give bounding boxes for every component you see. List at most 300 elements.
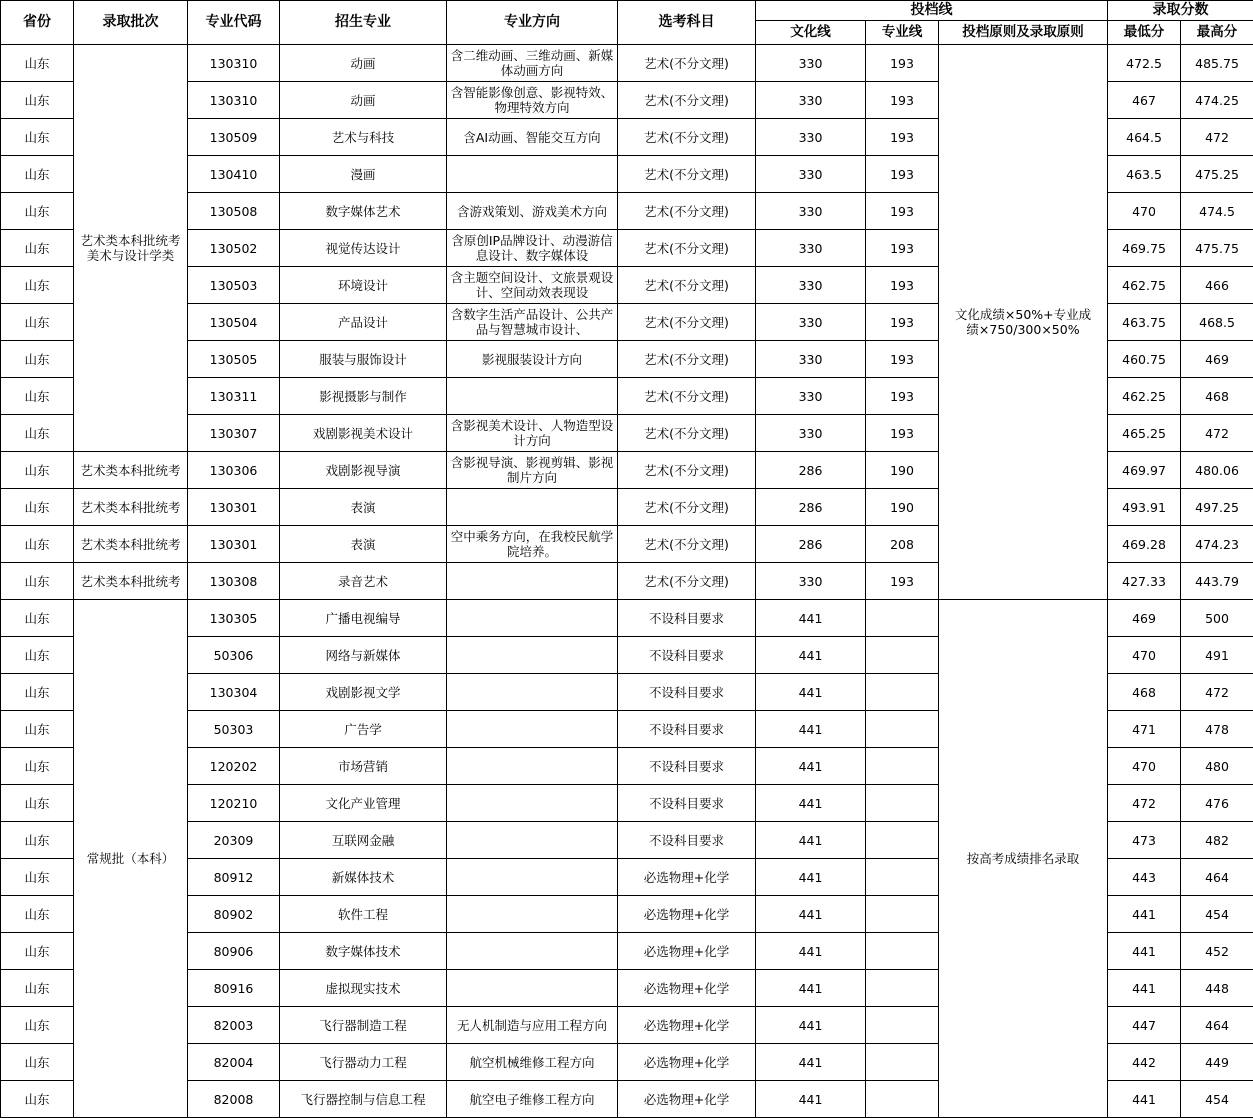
major-cell-text: 数字媒体技术 <box>325 943 401 959</box>
province-cell-text: 山东 <box>24 351 50 367</box>
culture-line-cell <box>756 637 866 674</box>
code-cell-text: 130311 <box>209 388 258 404</box>
culture-line-cell <box>756 82 866 119</box>
subjects-cell <box>618 45 756 82</box>
subjects-cell-text: 艺术(不分文理) <box>644 92 729 108</box>
min-score-cell <box>1108 637 1181 674</box>
major-line-cell <box>866 526 939 563</box>
culture-line-cell <box>756 193 866 230</box>
culture-line-cell <box>756 119 866 156</box>
min-score-cell <box>1108 378 1181 415</box>
min-score-cell <box>1108 748 1181 785</box>
max-score-cell <box>1181 82 1253 119</box>
province-cell-text: 山东 <box>24 610 50 626</box>
culture-line-cell-text: 441 <box>798 1017 823 1033</box>
major-cell <box>280 600 447 637</box>
major-cell <box>280 1007 447 1044</box>
major-line-cell-text: 193 <box>890 351 914 367</box>
subjects-cell-text: 艺术(不分文理) <box>644 129 729 145</box>
culture-line-cell <box>756 785 866 822</box>
subjects-cell <box>618 230 756 267</box>
min-score-cell-text: 442 <box>1132 1054 1156 1070</box>
major-line-cell <box>866 267 939 304</box>
major-cell-text: 文化产业管理 <box>325 795 401 811</box>
direction-cell-text: 含影视美术设计、人物造型设计方向 <box>450 418 614 448</box>
culture-line-cell-text: 330 <box>798 277 823 293</box>
max-score-cell-text: 472 <box>1205 129 1229 145</box>
code-cell <box>188 119 280 156</box>
max-score-cell-text: 443.79 <box>1195 573 1239 589</box>
subjects-cell <box>618 415 756 452</box>
major-line-cell <box>866 637 939 674</box>
direction-cell-text: 空中乘务方向，在我校民航学院培养。 <box>450 529 614 559</box>
min-score-cell <box>1108 82 1181 119</box>
code-cell-text: 80916 <box>213 980 254 996</box>
min-score-cell <box>1108 1007 1181 1044</box>
code-cell-text: 130509 <box>209 129 258 145</box>
culture-line-cell <box>756 563 866 600</box>
subjects-cell-text: 必选物理+化学 <box>643 906 730 922</box>
culture-line-cell <box>756 896 866 933</box>
direction-cell-text: 航空机械维修工程方向 <box>469 1054 595 1070</box>
culture-line-cell <box>756 267 866 304</box>
header-subjects: 选考科目 <box>618 1 756 45</box>
min-score-cell-text: 470 <box>1132 647 1156 663</box>
major-line-cell <box>866 711 939 748</box>
code-cell <box>188 859 280 896</box>
max-score-cell <box>1181 600 1253 637</box>
culture-line-cell <box>756 304 866 341</box>
province-cell-text: 山东 <box>24 129 50 145</box>
major-cell-text: 飞行器制造工程 <box>319 1017 407 1033</box>
subjects-cell-text: 艺术(不分文理) <box>644 277 729 293</box>
province-cell <box>1 156 74 193</box>
header-province: 省份 <box>1 1 74 45</box>
max-score-cell-text: 454 <box>1205 1091 1229 1107</box>
principle-cell-text: 文化成绩×50%+专业成绩×750/300×50% <box>954 307 1092 337</box>
code-cell-text: 80912 <box>213 869 254 885</box>
direction-cell <box>447 711 618 748</box>
culture-line-cell <box>756 489 866 526</box>
max-score-cell-text: 472 <box>1205 684 1229 700</box>
max-score-cell <box>1181 1081 1253 1118</box>
major-cell-text: 数字媒体艺术 <box>325 203 401 219</box>
header-major: 招生专业 <box>280 1 447 45</box>
max-score-cell <box>1181 896 1253 933</box>
max-score-cell-text: 454 <box>1205 906 1229 922</box>
max-score-cell <box>1181 526 1253 563</box>
culture-line-cell <box>756 378 866 415</box>
min-score-cell <box>1108 119 1181 156</box>
batch-cell-text: 艺术类本科批统考 <box>80 573 181 589</box>
direction-cell <box>447 822 618 859</box>
major-cell-text: 虚拟现实技术 <box>325 980 401 996</box>
min-score-cell <box>1108 711 1181 748</box>
code-cell-text: 130503 <box>209 277 258 293</box>
direction-cell <box>447 452 618 489</box>
code-cell <box>188 896 280 933</box>
code-cell <box>188 1007 280 1044</box>
subjects-cell-text: 不设科目要求 <box>648 832 724 848</box>
direction-cell <box>447 230 618 267</box>
major-line-cell-text: 193 <box>890 314 914 330</box>
code-cell <box>188 82 280 119</box>
code-cell <box>188 45 280 82</box>
direction-cell <box>447 1081 618 1118</box>
max-score-cell <box>1181 193 1253 230</box>
header-direction: 专业方向 <box>447 1 618 45</box>
province-cell <box>1 896 74 933</box>
province-cell <box>1 1081 74 1118</box>
culture-line-cell <box>756 156 866 193</box>
subjects-cell-text: 艺术(不分文理) <box>644 240 729 256</box>
min-score-cell <box>1108 156 1181 193</box>
max-score-cell-text: 480.06 <box>1195 462 1239 478</box>
max-score-cell <box>1181 785 1253 822</box>
code-cell <box>188 933 280 970</box>
subjects-cell <box>618 563 756 600</box>
min-score-cell-text: 470 <box>1132 758 1156 774</box>
major-line-cell <box>866 415 939 452</box>
subjects-cell-text: 不设科目要求 <box>648 721 724 737</box>
culture-line-cell-text: 330 <box>798 240 823 256</box>
major-line-cell-text: 193 <box>890 240 914 256</box>
max-score-cell <box>1181 119 1253 156</box>
subjects-cell <box>618 637 756 674</box>
code-cell <box>188 1044 280 1081</box>
code-cell-text: 120202 <box>209 758 258 774</box>
province-cell <box>1 933 74 970</box>
code-cell <box>188 748 280 785</box>
subjects-cell-text: 艺术(不分文理) <box>644 166 729 182</box>
batch-cell-text: 艺术类本科批统考 <box>80 462 181 478</box>
code-cell <box>188 526 280 563</box>
subjects-cell <box>618 304 756 341</box>
major-cell <box>280 489 447 526</box>
code-cell <box>188 378 280 415</box>
code-cell-text: 130310 <box>209 92 258 108</box>
batch-cell-text: 艺术类本科批统考 美术与设计学类 <box>80 233 181 263</box>
code-cell <box>188 341 280 378</box>
direction-cell-text: 含原创IP品牌设计、动漫游信息设计、数字媒体设 <box>451 233 613 263</box>
max-score-cell-text: 476 <box>1205 795 1229 811</box>
table-body <box>1 45 1253 1118</box>
direction-cell <box>447 119 618 156</box>
province-cell <box>1 859 74 896</box>
subjects-cell-text: 艺术(不分文理) <box>644 536 729 552</box>
subjects-cell <box>618 1044 756 1081</box>
subjects-cell <box>618 193 756 230</box>
min-score-cell-text: 441 <box>1132 906 1156 922</box>
province-cell <box>1 489 74 526</box>
subjects-cell-text: 艺术(不分文理) <box>644 425 729 441</box>
max-score-cell <box>1181 230 1253 267</box>
major-cell-text: 网络与新媒体 <box>325 647 401 663</box>
direction-cell <box>447 1007 618 1044</box>
culture-line-cell <box>756 341 866 378</box>
min-score-cell-text: 468 <box>1132 684 1156 700</box>
max-score-cell <box>1181 1007 1253 1044</box>
direction-cell <box>447 82 618 119</box>
subjects-cell-text: 艺术(不分文理) <box>644 351 729 367</box>
subjects-cell <box>618 896 756 933</box>
subjects-cell <box>618 1007 756 1044</box>
province-cell <box>1 563 74 600</box>
major-cell-text: 市场营销 <box>337 758 388 774</box>
min-score-cell <box>1108 1081 1181 1118</box>
province-cell <box>1 452 74 489</box>
min-score-cell-text: 467 <box>1132 92 1156 108</box>
culture-line-cell <box>756 415 866 452</box>
subjects-cell-text: 必选物理+化学 <box>643 980 730 996</box>
culture-line-cell-text: 330 <box>798 573 823 589</box>
code-cell-text: 130307 <box>209 425 258 441</box>
code-cell <box>188 785 280 822</box>
subjects-cell-text: 必选物理+化学 <box>643 1017 730 1033</box>
major-line-cell <box>866 489 939 526</box>
min-score-cell <box>1108 526 1181 563</box>
min-score-cell-text: 427.33 <box>1122 573 1166 589</box>
max-score-cell <box>1181 711 1253 748</box>
direction-cell-text: 影视服装设计方向 <box>481 351 582 367</box>
direction-cell <box>447 970 618 1007</box>
subjects-cell-text: 必选物理+化学 <box>643 1054 730 1070</box>
direction-cell <box>447 600 618 637</box>
major-line-cell-text: 190 <box>890 499 914 515</box>
culture-line-cell <box>756 600 866 637</box>
code-cell <box>188 711 280 748</box>
culture-line-cell-text: 330 <box>798 203 823 219</box>
subjects-cell-text: 不设科目要求 <box>648 647 724 663</box>
major-cell-text: 戏剧影视导演 <box>325 462 401 478</box>
major-cell-text: 艺术与科技 <box>331 129 395 145</box>
province-cell-text: 山东 <box>24 906 50 922</box>
code-cell-text: 50306 <box>213 647 254 663</box>
culture-line-cell <box>756 1007 866 1044</box>
max-score-cell <box>1181 859 1253 896</box>
culture-line-cell <box>756 822 866 859</box>
max-score-cell-text: 482 <box>1205 832 1229 848</box>
major-line-cell-text: 193 <box>890 92 914 108</box>
major-line-cell <box>866 785 939 822</box>
culture-line-cell-text: 330 <box>798 55 823 71</box>
header-code: 专业代码 <box>188 1 280 45</box>
min-score-cell-text: 493.91 <box>1122 499 1166 515</box>
min-score-cell <box>1108 489 1181 526</box>
batch-cell <box>74 526 188 563</box>
code-cell <box>188 267 280 304</box>
max-score-cell <box>1181 378 1253 415</box>
major-cell-text: 飞行器动力工程 <box>319 1054 407 1070</box>
province-cell <box>1 785 74 822</box>
batch-cell <box>74 452 188 489</box>
direction-cell-text: 含主题空间设计、文旅景观设计、空间动效表现设 <box>450 270 614 300</box>
code-cell <box>188 156 280 193</box>
max-score-cell <box>1181 452 1253 489</box>
subjects-cell-text: 不设科目要求 <box>648 684 724 700</box>
code-cell-text: 130305 <box>209 610 258 626</box>
min-score-cell-text: 470 <box>1132 203 1156 219</box>
subjects-cell <box>618 489 756 526</box>
max-score-cell <box>1181 674 1253 711</box>
major-cell <box>280 526 447 563</box>
min-score-cell <box>1108 415 1181 452</box>
batch-cell <box>74 489 188 526</box>
max-score-cell <box>1181 156 1253 193</box>
code-cell-text: 80902 <box>213 906 254 922</box>
code-cell <box>188 674 280 711</box>
direction-cell <box>447 785 618 822</box>
min-score-cell-text: 462.75 <box>1122 277 1166 293</box>
major-line-cell <box>866 748 939 785</box>
subjects-cell <box>618 267 756 304</box>
culture-line-cell <box>756 1044 866 1081</box>
code-cell-text: 82003 <box>213 1017 254 1033</box>
province-cell-text: 山东 <box>24 388 50 404</box>
major-cell-text: 互联网金融 <box>331 832 395 848</box>
culture-line-cell-text: 330 <box>798 166 823 182</box>
major-cell <box>280 304 447 341</box>
header-principle: 投档原则及录取原则 <box>939 21 1108 45</box>
culture-line-cell <box>756 45 866 82</box>
major-line-cell <box>866 970 939 1007</box>
max-score-cell <box>1181 748 1253 785</box>
direction-cell <box>447 193 618 230</box>
max-score-cell-text: 452 <box>1205 943 1229 959</box>
direction-cell-text: 含游戏策划、游戏美术方向 <box>456 203 607 219</box>
min-score-cell <box>1108 267 1181 304</box>
culture-line-cell <box>756 970 866 1007</box>
max-score-cell-text: 491 <box>1205 647 1229 663</box>
major-cell <box>280 45 447 82</box>
subjects-cell <box>618 822 756 859</box>
major-cell-text: 录音艺术 <box>337 573 388 589</box>
major-cell <box>280 193 447 230</box>
province-cell <box>1 526 74 563</box>
major-line-cell <box>866 45 939 82</box>
major-line-cell-text: 208 <box>890 536 914 552</box>
major-cell-text: 表演 <box>350 536 376 552</box>
major-cell <box>280 896 447 933</box>
max-score-cell-text: 472 <box>1205 425 1229 441</box>
province-cell-text: 山东 <box>24 55 50 71</box>
min-score-cell-text: 471 <box>1132 721 1156 737</box>
province-cell <box>1 415 74 452</box>
code-cell-text: 80906 <box>213 943 254 959</box>
culture-line-cell-text: 441 <box>798 943 823 959</box>
direction-cell <box>447 563 618 600</box>
code-cell <box>188 600 280 637</box>
max-score-cell <box>1181 341 1253 378</box>
direction-cell <box>447 378 618 415</box>
province-cell <box>1 82 74 119</box>
major-line-cell <box>866 82 939 119</box>
header-min-score: 最低分 <box>1108 21 1181 45</box>
culture-line-cell-text: 441 <box>798 832 823 848</box>
max-score-cell-text: 448 <box>1205 980 1229 996</box>
subjects-cell <box>618 452 756 489</box>
major-line-cell-text: 193 <box>890 277 914 293</box>
major-line-cell <box>866 341 939 378</box>
code-cell-text: 82004 <box>213 1054 254 1070</box>
culture-line-cell <box>756 1081 866 1118</box>
major-cell <box>280 156 447 193</box>
major-line-cell-text: 193 <box>890 55 914 71</box>
min-score-cell <box>1108 45 1181 82</box>
subjects-cell <box>618 711 756 748</box>
code-cell-text: 130301 <box>209 499 258 515</box>
max-score-cell <box>1181 563 1253 600</box>
min-score-cell <box>1108 230 1181 267</box>
culture-line-cell <box>756 748 866 785</box>
province-cell <box>1 45 74 82</box>
batch-cell-text: 艺术类本科批统考 <box>80 536 181 552</box>
province-cell-text: 山东 <box>24 166 50 182</box>
major-line-cell <box>866 1081 939 1118</box>
batch-cell-text: 常规批（本科） <box>86 851 175 866</box>
max-score-cell-text: 474.25 <box>1195 92 1239 108</box>
min-score-cell-text: 447 <box>1132 1017 1156 1033</box>
subjects-cell <box>618 748 756 785</box>
major-line-cell <box>866 1007 939 1044</box>
province-cell-text: 山东 <box>24 536 50 552</box>
direction-cell-text: 含二维动画、三维动画、新媒体动画方向 <box>450 48 614 78</box>
culture-line-cell <box>756 452 866 489</box>
major-line-cell <box>866 1044 939 1081</box>
code-cell-text: 20309 <box>213 832 254 848</box>
direction-cell <box>447 489 618 526</box>
code-cell <box>188 230 280 267</box>
culture-line-cell-text: 286 <box>798 462 823 478</box>
subjects-cell <box>618 341 756 378</box>
min-score-cell-text: 472.5 <box>1126 55 1162 71</box>
province-cell <box>1 674 74 711</box>
major-cell-text: 软件工程 <box>337 906 388 922</box>
culture-line-cell-text: 441 <box>798 980 823 996</box>
province-cell <box>1 822 74 859</box>
major-cell-text: 漫画 <box>350 166 376 182</box>
subjects-cell <box>618 859 756 896</box>
min-score-cell <box>1108 600 1181 637</box>
culture-line-cell-text: 286 <box>798 499 823 515</box>
min-score-cell <box>1108 193 1181 230</box>
major-cell-text: 飞行器控制与信息工程 <box>300 1091 426 1107</box>
min-score-cell-text: 441 <box>1132 943 1156 959</box>
min-score-cell-text: 472 <box>1132 795 1156 811</box>
max-score-cell <box>1181 1044 1253 1081</box>
code-cell-text: 130502 <box>209 240 258 256</box>
direction-cell-text: 含影视导演、影视剪辑、影视制片方向 <box>450 455 614 485</box>
subjects-cell-text: 艺术(不分文理) <box>644 499 729 515</box>
major-cell <box>280 119 447 156</box>
major-line-cell <box>866 896 939 933</box>
direction-cell <box>447 304 618 341</box>
province-cell-text: 山东 <box>24 721 50 737</box>
table-row <box>1 45 1253 82</box>
code-cell-text: 50303 <box>213 721 254 737</box>
min-score-cell <box>1108 304 1181 341</box>
province-cell-text: 山东 <box>24 92 50 108</box>
province-cell <box>1 637 74 674</box>
major-line-cell-text: 190 <box>890 462 914 478</box>
province-cell <box>1 970 74 1007</box>
major-line-cell <box>866 156 939 193</box>
direction-cell <box>447 45 618 82</box>
subjects-cell-text: 不设科目要求 <box>648 610 724 626</box>
direction-cell <box>447 748 618 785</box>
major-cell <box>280 785 447 822</box>
direction-cell-text: 无人机制造与应用工程方向 <box>456 1017 607 1033</box>
